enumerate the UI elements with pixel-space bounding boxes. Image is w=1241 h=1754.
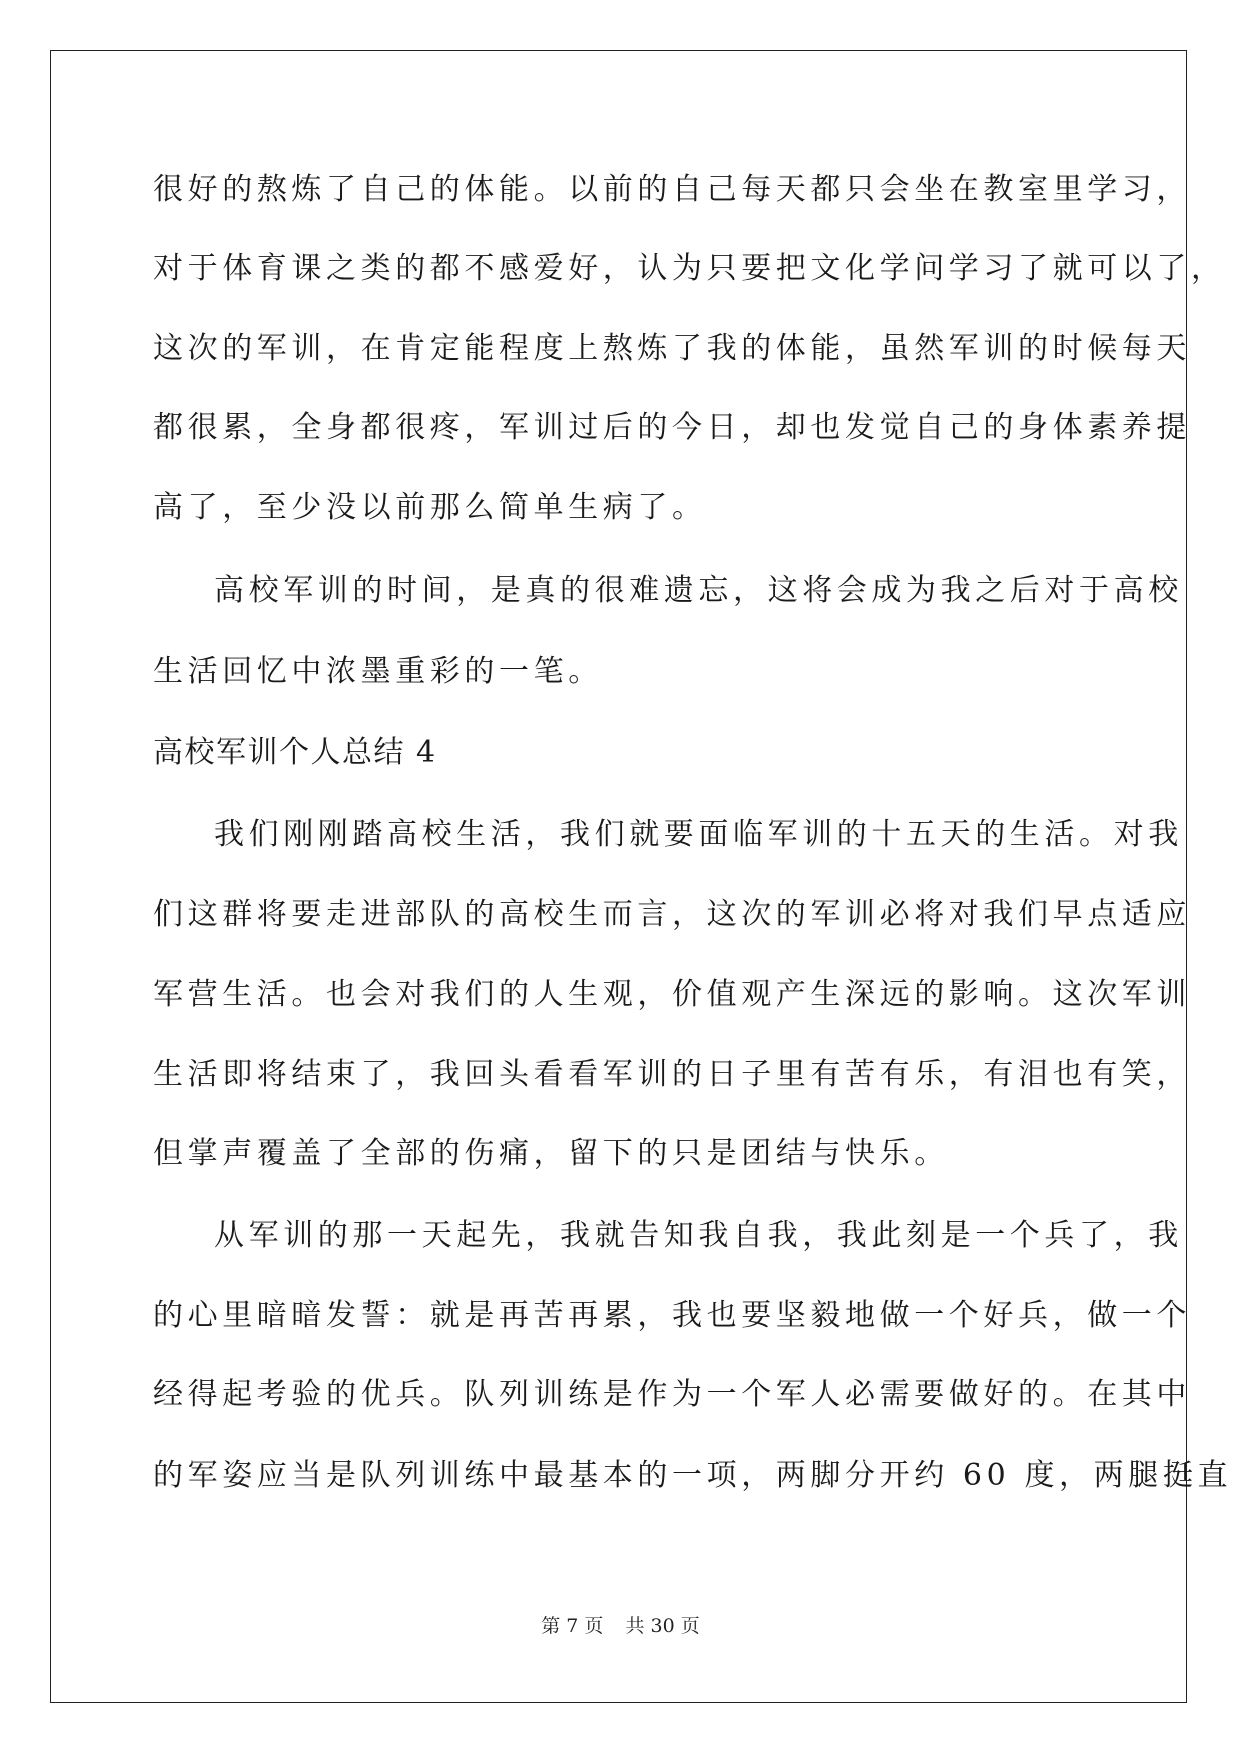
text-line: 这次的军训，在肯定能程度上熬炼了我的体能，虽然军训的时候每天 — [153, 331, 1191, 366]
paragraph-first-line: 我们刚刚踏高校生活，我们就要面临军训的十五天的生活。对我 — [214, 817, 1183, 852]
page-footer — [0, 1614, 1241, 1638]
paragraph-first-line: 从军训的那一天起先，我就告知我自我，我此刻是一个兵了，我 — [214, 1218, 1183, 1253]
section-heading: 高校军训个人总结 4 — [153, 735, 437, 770]
text-line: 经得起考验的优兵。队列训练是作为一个军人必需要做好的。在其中 — [153, 1377, 1191, 1412]
text-line: 生活回忆中浓墨重彩的一笔。 — [153, 654, 603, 689]
text-line: 很好的熬炼了自己的体能。以前的自己每天都只会坐在教室里学习， — [153, 172, 1191, 207]
paragraph-first-line: 高校军训的时间，是真的很难遗忘，这将会成为我之后对于高校 — [214, 573, 1183, 608]
text-line: 高了，至少没以前那么简单生病了。 — [153, 490, 707, 525]
page-total: 共 30 页 — [625, 1615, 700, 1637]
text-line: 但掌声覆盖了全部的伤痛，留下的只是团结与快乐。 — [153, 1136, 949, 1171]
text-line: 军营生活。也会对我们的人生观，价值观产生深远的影响。这次军训 — [153, 977, 1191, 1012]
text-line: 的军姿应当是队列训练中最基本的一项，两脚分开约 60 度，两腿挺直 — [153, 1458, 1233, 1493]
text-line: 的心里暗暗发誓：就是再苦再累，我也要坚毅地做一个好兵，做一个 — [153, 1298, 1191, 1333]
text-line: 都很累，全身都很疼，军训过后的今日，却也发觉自己的身体素养提 — [153, 410, 1191, 445]
text-line: 们这群将要走进部队的高校生而言，这次的军训必将对我们早点适应 — [153, 897, 1191, 932]
text-line: 对于体育课之类的都不感爱好，认为只要把文化学问学习了就可以了， — [153, 251, 1226, 286]
text-line: 生活即将结束了，我回头看看军训的日子里有苦有乐，有泪也有笑， — [153, 1057, 1191, 1092]
page-number: 第 7 页 — [541, 1615, 604, 1637]
